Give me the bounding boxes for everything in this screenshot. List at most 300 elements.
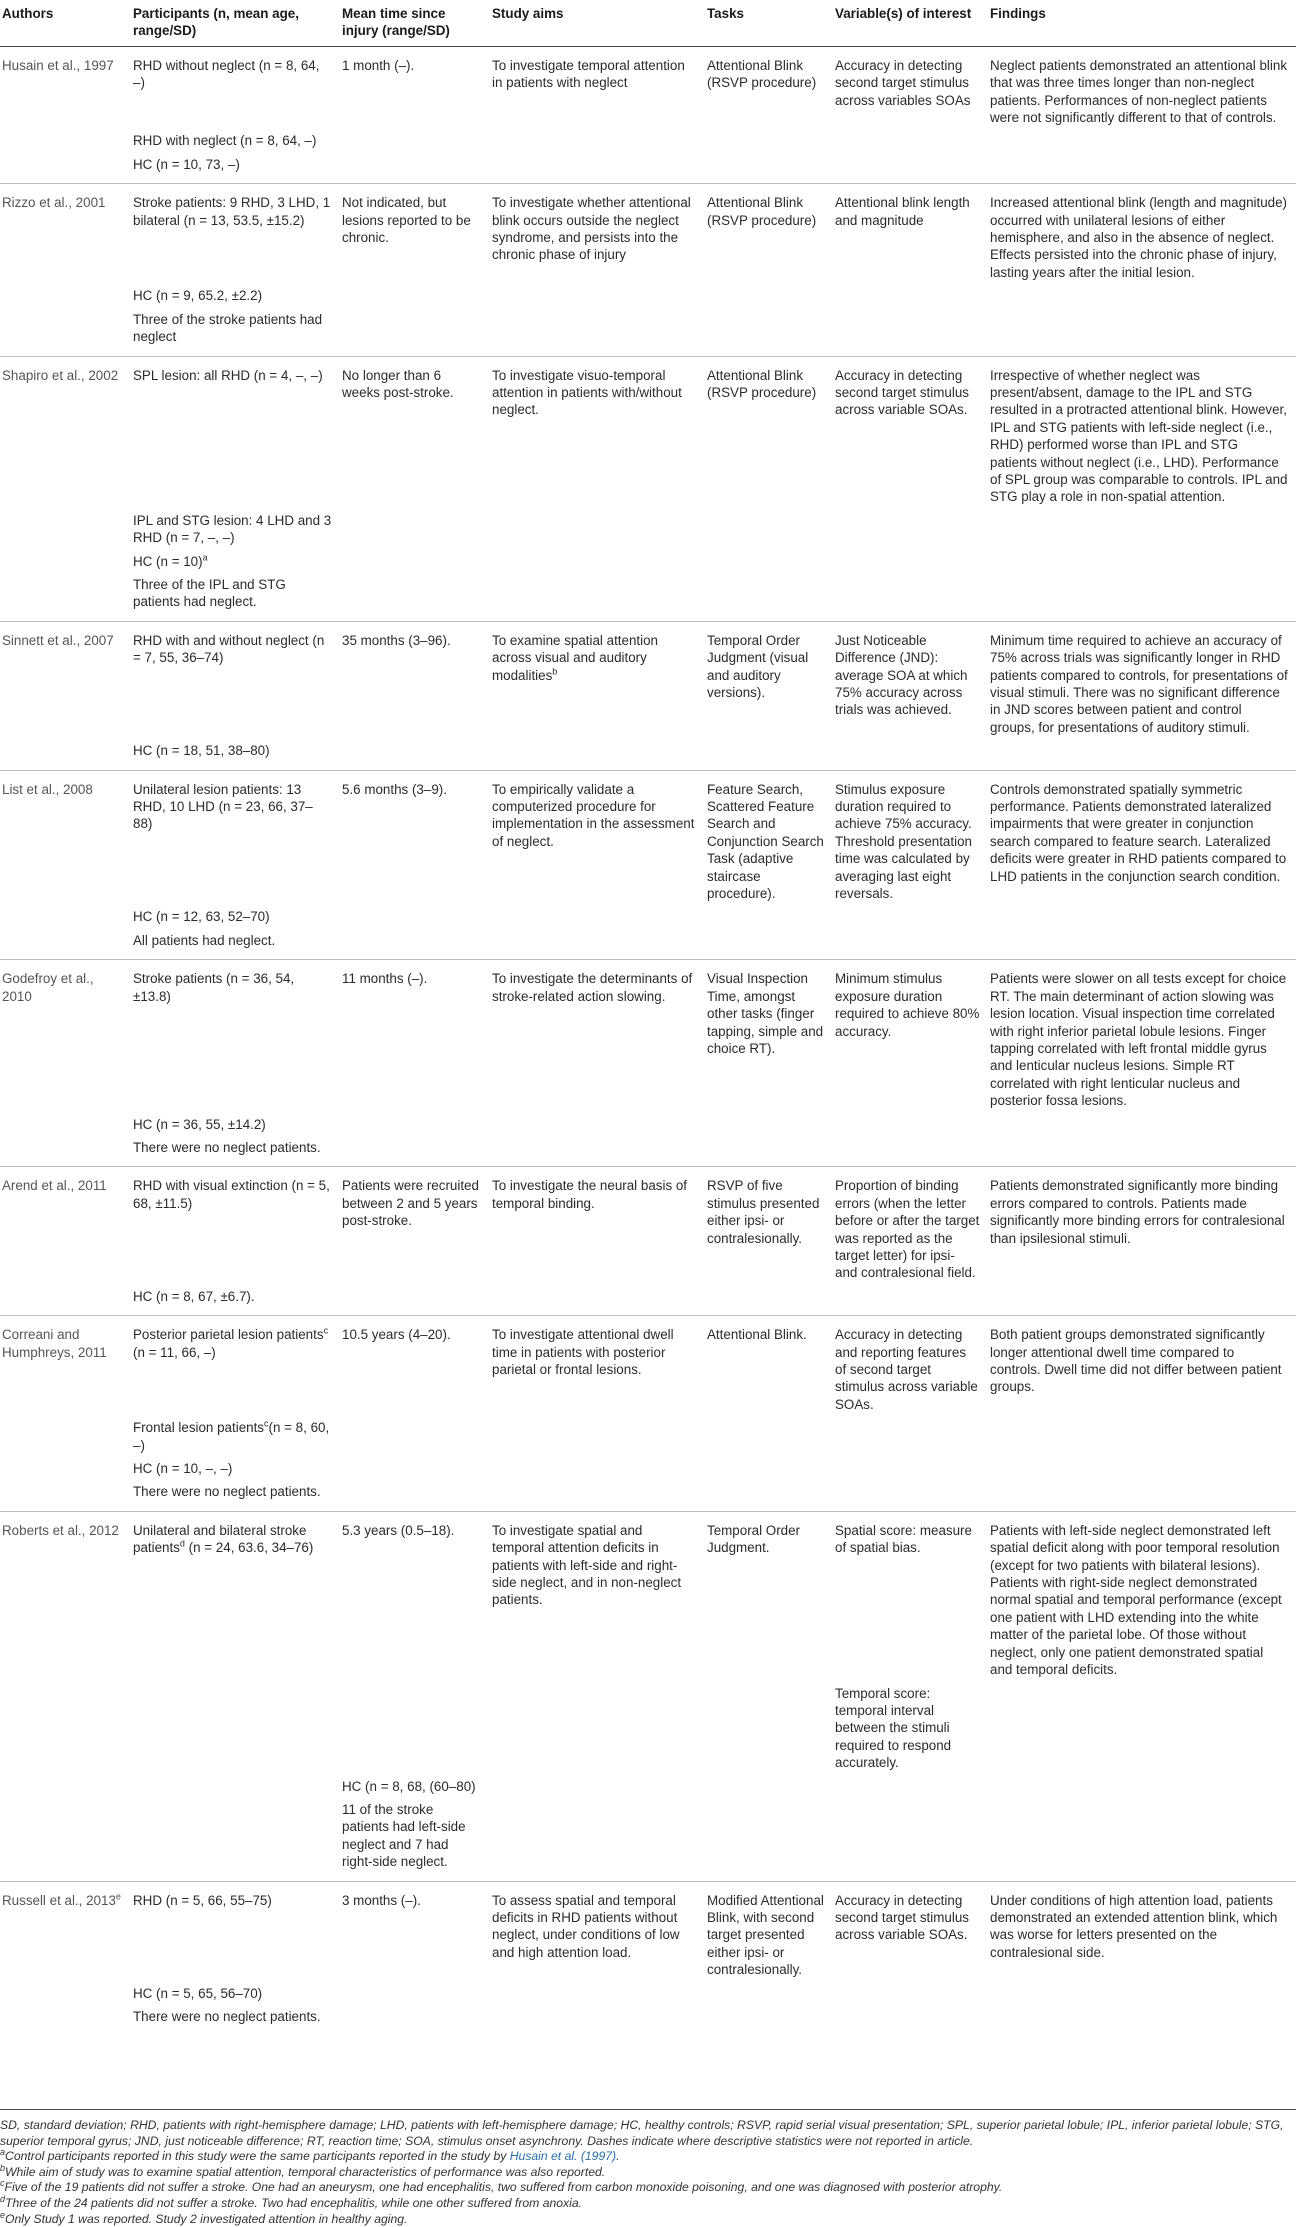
study-row-continuation bbox=[0, 1416, 1296, 1457]
participants-cell bbox=[131, 550, 340, 573]
author-text: Roberts et al., 2012 bbox=[2, 1522, 119, 1538]
footnote-text: While aim of study was to examine spatial attention, temporal characteristics of performance was also reported. bbox=[5, 2164, 606, 2179]
variables-cell bbox=[833, 770, 988, 905]
author-cell bbox=[0, 46, 131, 129]
time-since-injury-cell bbox=[340, 1457, 490, 1480]
time-since-injury-cell bbox=[340, 1416, 490, 1457]
tasks-cell bbox=[705, 1982, 833, 2005]
tasks-cell bbox=[705, 1416, 833, 1457]
footnote-text: Control participants reported in this study were the same participants reported in the study by bbox=[5, 2149, 510, 2164]
author-cell bbox=[0, 129, 131, 152]
time-since-injury-text: 11 months (–). bbox=[342, 971, 428, 987]
study-row-continuation bbox=[0, 509, 1296, 550]
study-aims-cell bbox=[490, 905, 705, 928]
participants-text: Three of the stroke patients had neglect bbox=[133, 311, 323, 345]
study-row-continuation bbox=[0, 1285, 1296, 1316]
author-cell bbox=[0, 1457, 131, 1480]
variables-cell bbox=[833, 621, 988, 739]
study-aims-cell bbox=[490, 1457, 705, 1480]
participants-cell bbox=[131, 284, 340, 307]
study-aims-cell bbox=[490, 356, 705, 509]
time-since-injury-cell bbox=[340, 284, 490, 307]
findings-cell bbox=[988, 1285, 1296, 1316]
time-since-injury-text: 11 of the stroke patients had left-side neglect and 7 had right-side neglect. bbox=[342, 1801, 466, 1870]
participants-text: HC (n = 10, 73, –) bbox=[133, 156, 240, 172]
findings-text: Irrespective of whether neglect was present/absent, damage to the IPL and STG resulted in a protracted attentional blink. However, IPL and STG patients with left-side neglect (i.e., RHD) performed worse than IPL and STG patients without neglect (i.e., LHD). Performance of SPL group was comparable to controls. IPL and STG play a role in non-spatial attention. bbox=[990, 367, 1288, 505]
participants-text: Unilateral lesion patients: 13 RHD, 10 LHD (n = 23, 66, 37–88) bbox=[133, 781, 313, 832]
findings-text: Minimum time required to achieve an accuracy of 75% across trials was significantly longer in RHD patients compared to controls, for presentations of visual stimuli. There was no significant difference in JND scores between patient and control groups, for presentations of auditory stimuli. bbox=[990, 632, 1288, 735]
study-aims-text: To assess spatial and temporal deficits in RHD patients without neglect, under conditions of low and high attention load. bbox=[492, 1892, 680, 1960]
tasks-text: RSVP of five stimulus presented either ipsi- or contralesionally. bbox=[707, 1178, 820, 1246]
study-row-continuation bbox=[0, 1480, 1296, 1511]
tasks-cell bbox=[705, 2005, 833, 2035]
participants-cell bbox=[131, 621, 340, 739]
participants-cell bbox=[131, 573, 340, 621]
footnote-marker: c bbox=[264, 1418, 269, 1429]
participants-text: RHD with neglect (n = 8, 64, –) bbox=[133, 133, 317, 149]
participants-text: RHD without neglect (n = 8, 64, –) bbox=[133, 57, 320, 91]
study-aims-cell bbox=[490, 573, 705, 621]
time-since-injury-text: 10.5 years (4–20). bbox=[342, 1327, 451, 1343]
variables-text: Spatial score: measure of spatial bias. bbox=[835, 1522, 972, 1556]
author-text: Arend et al., 2011 bbox=[2, 1178, 107, 1194]
variables-text: Accuracy in detecting second target stimulus across variable SOAs. bbox=[835, 367, 969, 418]
findings-cell bbox=[988, 308, 1296, 356]
tasks-text: Attentional Blink. bbox=[707, 1327, 807, 1343]
footnote-marker: a bbox=[202, 552, 208, 563]
tasks-cell bbox=[705, 770, 833, 905]
author-cell bbox=[0, 960, 131, 1113]
variables-cell bbox=[833, 1775, 988, 1798]
participants-text: (n = 11, 66, –) bbox=[133, 1344, 216, 1360]
footnote-marker: b bbox=[0, 2162, 6, 2173]
variables-cell bbox=[833, 1316, 988, 1417]
tasks-cell bbox=[705, 1480, 833, 1511]
study-aims-cell bbox=[490, 153, 705, 184]
study-aims-text: To investigate temporal attention in patients with neglect bbox=[492, 57, 685, 91]
findings-cell bbox=[988, 1416, 1296, 1457]
author-text: Rizzo et al., 2001 bbox=[2, 195, 106, 211]
author-cell bbox=[0, 905, 131, 928]
variables-cell bbox=[833, 960, 988, 1113]
time-since-injury-cell bbox=[340, 46, 490, 129]
participants-cell bbox=[131, 153, 340, 184]
findings-cell bbox=[988, 550, 1296, 573]
study-row bbox=[0, 1881, 1296, 1982]
findings-cell bbox=[988, 1113, 1296, 1136]
study-aims-text: To investigate whether attentional blink occurs outside the neglect syndrome, and persists into the chronic phase of injury bbox=[492, 195, 691, 263]
header-authors: Authors bbox=[0, 0, 131, 46]
author-cell bbox=[0, 509, 131, 550]
study-row-continuation bbox=[0, 573, 1296, 621]
time-since-injury-cell bbox=[340, 129, 490, 152]
header-tasks: Tasks bbox=[705, 0, 833, 46]
participants-cell bbox=[131, 1775, 340, 1798]
tasks-text: Modified Attentional Blink, with second target presented either ipsi- or contralesionally. bbox=[707, 1892, 824, 1978]
tasks-cell bbox=[705, 184, 833, 285]
header-time-since-injury: Mean time since injury (range/SD) bbox=[340, 0, 490, 46]
findings-cell bbox=[988, 1457, 1296, 1480]
table-body bbox=[0, 46, 1296, 2035]
participants-cell bbox=[131, 905, 340, 928]
study-row-continuation bbox=[0, 905, 1296, 928]
findings-cell bbox=[988, 929, 1296, 960]
participants-text: RHD (n = 5, 66, 55–75) bbox=[133, 1892, 272, 1908]
findings-cell bbox=[988, 1982, 1296, 2005]
variables-cell bbox=[833, 2005, 988, 2035]
participants-text: Frontal lesion patients bbox=[133, 1420, 265, 1436]
time-since-injury-cell bbox=[340, 929, 490, 960]
study-aims-text: To investigate spatial and temporal attention deficits in patients with left-side and right-side neglect, and in non-neglect patients. bbox=[492, 1522, 682, 1608]
study-aims-cell bbox=[490, 1881, 705, 1982]
study-aims-cell bbox=[490, 1316, 705, 1417]
variables-cell bbox=[833, 550, 988, 573]
study-aims-cell bbox=[490, 308, 705, 356]
study-row bbox=[0, 1167, 1296, 1285]
study-aims-cell bbox=[490, 284, 705, 307]
variables-cell bbox=[833, 1416, 988, 1457]
tasks-cell bbox=[705, 1285, 833, 1316]
author-cell bbox=[0, 1881, 131, 1982]
variables-text: Proportion of binding errors (when the letter before or after the target was reported as the target letter) for ipsi- and contralesional field. bbox=[835, 1178, 980, 1281]
participants-text: RHD with and without neglect (n = 7, 55, 36–74) bbox=[133, 632, 325, 666]
study-aims-cell bbox=[490, 1167, 705, 1285]
author-cell bbox=[0, 1136, 131, 1167]
study-aims-cell bbox=[490, 770, 705, 905]
author-cell bbox=[0, 284, 131, 307]
participants-cell bbox=[131, 2005, 340, 2035]
study-row-continuation bbox=[0, 1982, 1296, 2005]
footnote-text: . bbox=[616, 2149, 620, 2164]
participants-text: Three of the IPL and STG patients had neglect. bbox=[133, 576, 286, 610]
study-row-continuation bbox=[0, 2005, 1296, 2035]
participants-cell bbox=[131, 1457, 340, 1480]
tasks-text: Feature Search, Scattered Feature Search and Conjunction Search Task (adaptive staircase procedure). bbox=[707, 781, 824, 902]
findings-cell bbox=[988, 960, 1296, 1113]
study-aims-cell bbox=[490, 1136, 705, 1167]
study-row-continuation bbox=[0, 1113, 1296, 1136]
variables-cell bbox=[833, 1982, 988, 2005]
tasks-text: Temporal Order Judgment (visual and auditory versions). bbox=[707, 632, 809, 700]
footnote-a bbox=[0, 2149, 1296, 2165]
tasks-cell bbox=[705, 550, 833, 573]
footnote-b bbox=[0, 2162, 1296, 2181]
study-row-continuation bbox=[0, 308, 1296, 356]
findings-text: Patients were slower on all tests except for choice RT. The main determinant of action slowing was lesion location. Visual inspection time correlated with right inferior parietal lobule lesions. Finger tapping correlated with left frontal middle gyrus and lenticular nucleus lesions. Simple RT correlated with right lenticular nucleus and posterior fossa lesions. bbox=[990, 971, 1287, 1109]
author-cell bbox=[0, 1416, 131, 1457]
study-row-continuation bbox=[0, 1775, 1296, 1798]
time-since-injury-text: Not indicated, but lesions reported to be chronic. bbox=[342, 195, 471, 246]
study-row-continuation bbox=[0, 1682, 1296, 1775]
time-since-injury-cell bbox=[340, 356, 490, 509]
variables-cell bbox=[833, 905, 988, 928]
findings-cell bbox=[988, 1881, 1296, 1982]
footnote-abbreviations: SD, standard deviation; RHD, patients with right-hemisphere damage; LHD, patients with left-hemisphere damage; HC, healthy controls; RSVP, rapid serial visual presentation; SPL, superior parietal lobule; IPL, inferior parietal lobule; STG, superior temporal gyrus; JND, just noticeable difference; RT, reaction time; SOA, stimulus onset asynchrony. Dashes indicate where descriptive statistics were not reported in article. bbox=[0, 2118, 1284, 2148]
study-row-continuation bbox=[0, 284, 1296, 307]
participants-cell bbox=[131, 1511, 340, 1681]
findings-cell bbox=[988, 621, 1296, 739]
study-aims-cell bbox=[490, 1113, 705, 1136]
tasks-cell bbox=[705, 905, 833, 928]
time-since-injury-cell bbox=[340, 1480, 490, 1511]
time-since-injury-text: 1 month (–). bbox=[342, 57, 415, 73]
tasks-text: Visual Inspection Time, amongst other tasks (finger tapping, simple and choice RT). bbox=[707, 971, 824, 1056]
participants-text: Stroke patients (n = 36, 54, ±13.8) bbox=[133, 971, 295, 1004]
author-cell bbox=[0, 770, 131, 905]
participants-text: There were no neglect patients. bbox=[133, 2009, 321, 2024]
variables-cell bbox=[833, 153, 988, 184]
variables-text: Temporal score: temporal interval between the stimuli required to respond accurately. bbox=[835, 1685, 952, 1771]
time-since-injury-cell bbox=[340, 1982, 490, 2005]
participants-text: HC (n = 36, 55, ±14.2) bbox=[133, 1116, 266, 1132]
study-aims-text: To investigate the determinants of stroke-related action slowing. bbox=[492, 971, 693, 1004]
tasks-text: Attentional Blink (RSVP procedure) bbox=[707, 367, 817, 400]
findings-cell bbox=[988, 129, 1296, 152]
author-text: Godefroy et al., 2010 bbox=[2, 971, 94, 1004]
table-footnotes bbox=[0, 2109, 1296, 2227]
findings-cell bbox=[988, 46, 1296, 129]
participants-cell bbox=[131, 1480, 340, 1511]
time-since-injury-text: 35 months (3–96). bbox=[342, 632, 451, 648]
findings-cell bbox=[988, 2005, 1296, 2035]
variables-cell bbox=[833, 1682, 988, 1775]
variables-cell bbox=[833, 1480, 988, 1511]
footnote-marker: e bbox=[115, 1891, 121, 1902]
footnote-marker: e bbox=[0, 2209, 6, 2220]
findings-cell bbox=[988, 1682, 1296, 1775]
study-row bbox=[0, 184, 1296, 285]
time-since-injury-cell bbox=[340, 2005, 490, 2035]
variables-cell bbox=[833, 46, 988, 129]
study-aims-text: To investigate the neural basis of temporal binding. bbox=[492, 1178, 688, 1211]
author-cell bbox=[0, 1480, 131, 1511]
participants-cell bbox=[131, 1682, 340, 1775]
study-aims-cell bbox=[490, 2005, 705, 2035]
participants-text: (n = 24, 63.6, 34–76) bbox=[184, 1540, 314, 1556]
footnote-marker: b bbox=[552, 666, 558, 677]
time-since-injury-text: HC (n = 8, 68, (60–80) bbox=[342, 1778, 476, 1794]
time-since-injury-cell bbox=[340, 550, 490, 573]
author-cell bbox=[0, 1113, 131, 1136]
tasks-cell bbox=[705, 509, 833, 550]
time-since-injury-cell bbox=[340, 1316, 490, 1417]
participants-text: Posterior parietal lesion patients bbox=[133, 1327, 324, 1343]
variables-cell bbox=[833, 308, 988, 356]
time-since-injury-text: Patients were recruited between 2 and 5 years post-stroke. bbox=[342, 1178, 479, 1229]
findings-cell bbox=[988, 153, 1296, 184]
study-aims-cell bbox=[490, 550, 705, 573]
findings-cell bbox=[988, 1480, 1296, 1511]
variables-cell bbox=[833, 1881, 988, 1982]
author-cell bbox=[0, 356, 131, 509]
study-row-continuation bbox=[0, 1136, 1296, 1167]
variables-text: Attentional blink length and magnitude bbox=[835, 195, 970, 228]
variables-text: Stimulus exposure duration required to achieve 75% accuracy. Threshold presentation time was calculated by averaging last eight reversals. bbox=[835, 781, 972, 902]
study-row bbox=[0, 1316, 1296, 1417]
time-since-injury-cell bbox=[340, 1113, 490, 1136]
participants-text: HC (n = 9, 65.2, ±2.2) bbox=[133, 288, 263, 304]
author-cell bbox=[0, 1511, 131, 1681]
author-cell bbox=[0, 308, 131, 356]
author-cell bbox=[0, 573, 131, 621]
time-since-injury-cell bbox=[340, 1167, 490, 1285]
variables-cell bbox=[833, 129, 988, 152]
footnote-text: Only Study 1 was reported. Study 2 investigated attention in healthy aging. bbox=[5, 2211, 408, 2226]
study-aims-cell bbox=[490, 1982, 705, 2005]
time-since-injury-cell bbox=[340, 153, 490, 184]
header-variables: Variable(s) of interest bbox=[833, 0, 988, 46]
footnote-text: Five of the 19 patients did not suffer a stroke. One had an aneurysm, one had encephalitis, two suffered from carbon monoxide poisoning, and one was diagnosed with posterior atrophy. bbox=[4, 2180, 1003, 2195]
study-row bbox=[0, 46, 1296, 129]
variables-text: Accuracy in detecting second target stimulus across variable SOAs. bbox=[835, 1892, 969, 1943]
study-aims-cell bbox=[490, 960, 705, 1113]
study-row bbox=[0, 356, 1296, 509]
findings-cell bbox=[988, 1775, 1296, 1798]
tasks-cell bbox=[705, 621, 833, 739]
study-aims-cell bbox=[490, 1480, 705, 1511]
study-row bbox=[0, 1511, 1296, 1681]
study-aims-text: To investigate attentional dwell time in patients with posterior parietal or frontal lesions. bbox=[492, 1327, 674, 1377]
footnote-text: Three of the 24 patients did not suffer a stroke. Two had encephalitis, while one other suffered from anoxia. bbox=[5, 2195, 582, 2210]
author-cell bbox=[0, 1682, 131, 1775]
time-since-injury-cell bbox=[340, 1136, 490, 1167]
author-cell bbox=[0, 2005, 131, 2035]
author-text: List et al., 2008 bbox=[2, 781, 93, 797]
participants-cell bbox=[131, 184, 340, 285]
tasks-cell bbox=[705, 153, 833, 184]
tasks-cell bbox=[705, 1511, 833, 1681]
time-since-injury-cell bbox=[340, 1682, 490, 1775]
study-aims-cell bbox=[490, 1511, 705, 1681]
study-aims-cell bbox=[490, 1682, 705, 1775]
findings-text: Patients with left-side neglect demonstrated left spatial deficit along with poor temporal resolution (except for two patients with bilateral lesions). Patients with right-side neglect demonstrated normal spatial and temporal performance (except one patient with LHD extending into the white matter of the parietal lobe. Of those without neglect, only one patient demonstrated spatial and temporal deficits. bbox=[990, 1522, 1282, 1678]
footnote-marker: c bbox=[0, 2178, 5, 2189]
findings-text: Patients demonstrated significantly more binding errors compared to controls. Patients made significantly more binding errors for contralesional than ipsilesional stimuli. bbox=[990, 1178, 1285, 1246]
variables-cell bbox=[833, 1285, 988, 1316]
tasks-cell bbox=[705, 284, 833, 307]
findings-cell bbox=[988, 1798, 1296, 1881]
variables-cell bbox=[833, 739, 988, 770]
author-text: Correani and Humphreys, 2011 bbox=[2, 1327, 107, 1360]
time-since-injury-cell bbox=[340, 1881, 490, 1982]
study-aims-cell bbox=[490, 1285, 705, 1316]
participants-cell bbox=[131, 129, 340, 152]
variables-cell bbox=[833, 1136, 988, 1167]
tasks-cell bbox=[705, 1167, 833, 1285]
footnote-marker: d bbox=[0, 2193, 6, 2204]
study-aims-cell bbox=[490, 739, 705, 770]
participants-cell bbox=[131, 308, 340, 356]
tasks-cell bbox=[705, 46, 833, 129]
variables-cell bbox=[833, 1113, 988, 1136]
time-since-injury-cell bbox=[340, 960, 490, 1113]
footnote-marker: d bbox=[179, 1538, 185, 1549]
time-since-injury-cell bbox=[340, 621, 490, 739]
participants-cell bbox=[131, 1798, 340, 1881]
findings-cell bbox=[988, 739, 1296, 770]
header-participants: Participants (n, mean age, range/SD) bbox=[131, 0, 340, 46]
author-cell bbox=[0, 929, 131, 960]
tasks-cell bbox=[705, 1316, 833, 1417]
author-cell bbox=[0, 1982, 131, 2005]
tasks-cell bbox=[705, 1881, 833, 1982]
tasks-cell bbox=[705, 1682, 833, 1775]
tasks-cell bbox=[705, 960, 833, 1113]
participants-cell bbox=[131, 1167, 340, 1285]
participants-text: HC (n = 10) bbox=[133, 553, 203, 569]
time-since-injury-cell bbox=[340, 509, 490, 550]
study-aims-cell bbox=[490, 929, 705, 960]
participants-cell bbox=[131, 356, 340, 509]
author-cell bbox=[0, 621, 131, 739]
footnote-d bbox=[0, 2193, 1296, 2212]
tasks-cell bbox=[705, 1136, 833, 1167]
study-row bbox=[0, 621, 1296, 739]
participants-text: HC (n = 12, 63, 52–70) bbox=[133, 909, 270, 925]
findings-cell bbox=[988, 1136, 1296, 1167]
header-study-aims: Study aims bbox=[490, 0, 705, 46]
author-cell bbox=[0, 1285, 131, 1316]
participants-cell bbox=[131, 1285, 340, 1316]
author-cell bbox=[0, 153, 131, 184]
time-since-injury-text: 3 months (–). bbox=[342, 1892, 421, 1908]
time-since-injury-text: 5.6 months (3–9). bbox=[342, 781, 447, 797]
author-text: Husain et al., 1997 bbox=[2, 57, 114, 73]
findings-cell bbox=[988, 1167, 1296, 1285]
study-aims-cell bbox=[490, 1798, 705, 1881]
study-aims-text: To examine spatial attention across visual and auditory modalities bbox=[492, 632, 658, 683]
citation-link[interactable]: Husain et al. (1997) bbox=[509, 2149, 617, 2164]
participants-cell bbox=[131, 739, 340, 770]
participants-text: HC (n = 10, –, –) bbox=[133, 1461, 233, 1477]
participants-text: Unilateral and bilateral stroke patients bbox=[133, 1522, 307, 1556]
participants-text: There were no neglect patients. bbox=[133, 1139, 321, 1155]
time-since-injury-cell bbox=[340, 573, 490, 621]
tasks-cell bbox=[705, 1798, 833, 1881]
participants-cell bbox=[131, 509, 340, 550]
variables-cell bbox=[833, 1798, 988, 1881]
findings-cell bbox=[988, 905, 1296, 928]
time-since-injury-cell bbox=[340, 308, 490, 356]
tasks-cell bbox=[705, 356, 833, 509]
variables-cell bbox=[833, 1511, 988, 1681]
variables-cell bbox=[833, 573, 988, 621]
footnote-c bbox=[0, 2180, 1296, 2196]
variables-text: Accuracy in detecting and reporting features of second target stimulus across variable SOAs. bbox=[835, 1327, 978, 1412]
study-aims-cell bbox=[490, 621, 705, 739]
study-aims-text: To empirically validate a computerized procedure for implementation in the assessment of neglect. bbox=[492, 781, 695, 849]
participants-cell bbox=[131, 1113, 340, 1136]
participants-text: Stroke patients: 9 RHD, 3 LHD, 1 bilateral (n = 13, 53.5, ±15.2) bbox=[133, 195, 331, 228]
table-header bbox=[0, 0, 1296, 46]
tasks-cell bbox=[705, 308, 833, 356]
study-row-continuation bbox=[0, 1457, 1296, 1480]
study-aims-cell bbox=[490, 184, 705, 285]
time-since-injury-cell bbox=[340, 1285, 490, 1316]
participants-cell bbox=[131, 1136, 340, 1167]
author-cell bbox=[0, 1798, 131, 1881]
variables-cell bbox=[833, 929, 988, 960]
time-since-injury-cell bbox=[340, 770, 490, 905]
time-since-injury-cell bbox=[340, 905, 490, 928]
study-aims-text: To investigate visuo-temporal attention in patients with/without neglect. bbox=[492, 367, 682, 418]
footnote-e bbox=[0, 2209, 1296, 2227]
time-since-injury-cell bbox=[340, 1798, 490, 1881]
variables-text: Just Noticeable Difference (JND): average SOA at which 75% accuracy across trials was achieved. bbox=[835, 632, 968, 718]
author-cell bbox=[0, 184, 131, 285]
tasks-cell bbox=[705, 1775, 833, 1798]
participants-text: (n = 8, 60, –) bbox=[133, 1420, 330, 1453]
